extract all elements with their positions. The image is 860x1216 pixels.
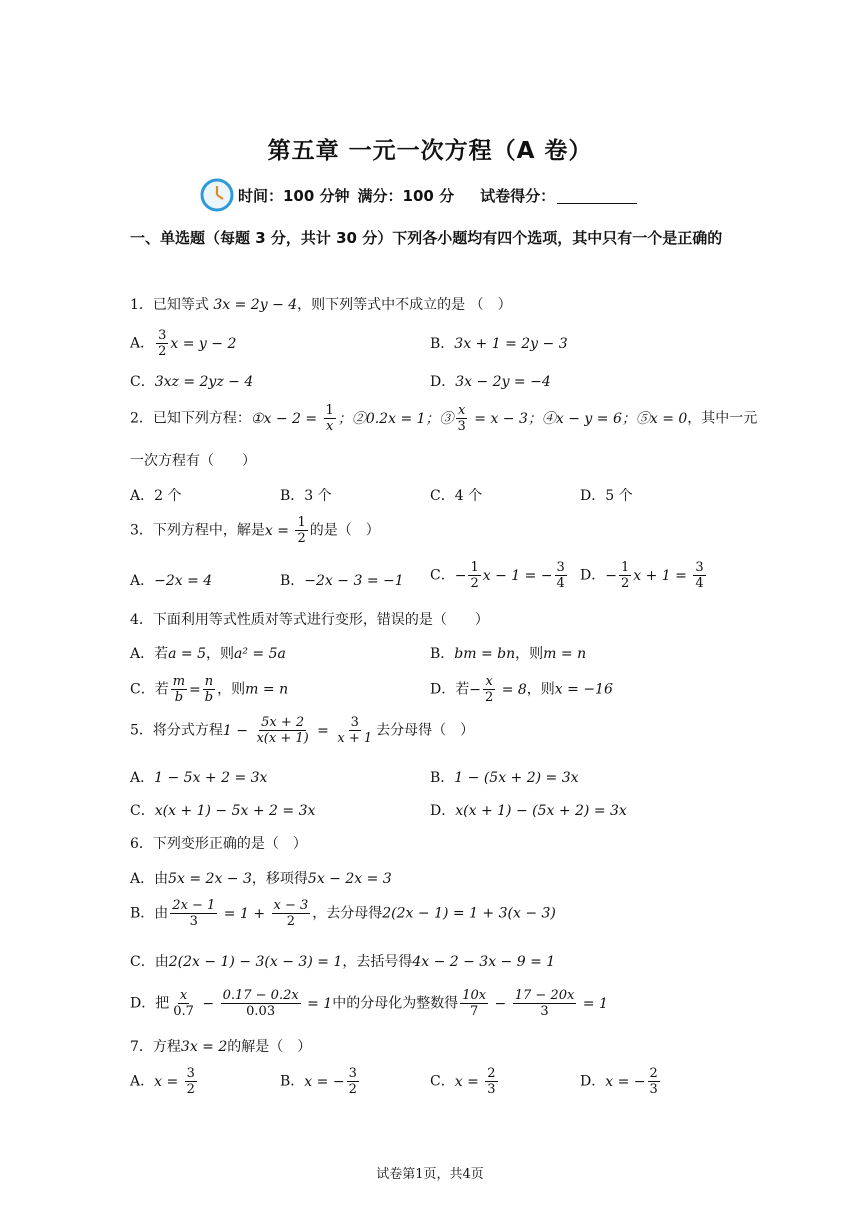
full-score: 满分：100 分 <box>357 186 455 205</box>
score-label: 试卷得分： <box>480 186 556 205</box>
q4-option-d[interactable]: D．若− $\frac{x}{2}$ = 8，则x = −16 <box>430 674 613 705</box>
time-limit: 时间：100 分钟 <box>238 186 350 205</box>
q7-option-d[interactable]: D．x = − $\frac{2}{3}$ <box>580 1066 658 1097</box>
question-4: 4．下面利用等式性质对等式进行变形，错误的是（ ） <box>130 612 489 628</box>
q6-option-b[interactable]: B．由 $\frac{2x - 1}{3}$ = 1 + $\frac{x - 3}{2}$ ，去分母得2(2x − 1) = 1 + 3(x − 3) <box>130 898 556 929</box>
q7-option-b[interactable]: B．x = − $\frac{3}{2}$ <box>280 1066 357 1097</box>
q6-option-a[interactable]: A．由5x = 2x − 3，移项得5x − 2x = 3 <box>130 871 392 887</box>
q4-option-a[interactable]: A．若a = 5，则a² = 5a <box>130 646 286 662</box>
q7-option-a[interactable]: A．x = $\frac{3}{2}$ <box>130 1066 195 1097</box>
q6-option-c[interactable]: C．由2(2x − 1) − 3(x − 3) = 1，去括号得4x − 2 − 3x − 9 = 1 <box>130 954 556 970</box>
clock-icon <box>200 178 234 212</box>
question-2: 2．已知下列方程：①x − 2 = $\frac{1}{x}$ ；②0.2x = 1；③ $\frac{x}{3}$ = x − 3；④x − y = 6；⑤x = 0，其中一元 <box>130 403 758 434</box>
q5-option-d[interactable]: D．x(x + 1) − (5x + 2) = 3x <box>430 803 627 819</box>
q5-option-a[interactable]: A．1 − 5x + 2 = 3x <box>130 770 268 786</box>
question-5: 5．将分式方程1 − $\frac{5x + 2}{x(x + 1)}$ = $\frac{3}{x + 1}$ 去分母得（ ） <box>130 715 475 746</box>
q1-option-c[interactable]: C．3xz = 2yz − 4 <box>130 374 254 390</box>
page-title: 第五章 一元一次方程（A 卷） <box>267 138 593 164</box>
q1-option-a[interactable]: A． $\frac{3}{2}$ x = y − 2 <box>130 328 237 359</box>
q3-option-c[interactable]: C．− $\frac{1}{2}$ x − 1 = − $\frac{3}{4}$ <box>430 560 565 591</box>
exam-meta <box>200 177 700 213</box>
question-3: 3．下列方程中，解是x = $\frac{1}{2}$ 的是（ ） <box>130 515 380 546</box>
q2-option-d[interactable]: D．5 个 <box>580 488 633 504</box>
question-1: 1．已知等式 3x = 2y − 4，则下列等式中不成立的是 （ ） <box>130 297 512 313</box>
page-footer: 试卷第1页，共4页 <box>376 1167 484 1182</box>
q3-option-d[interactable]: D．− $\frac{1}{2}$ x + 1 = $\frac{3}{4}$ <box>580 560 704 591</box>
score-blank[interactable] <box>557 187 637 204</box>
section-heading: 一、单选题（每题 3 分，共计 30 分）下列各小题均有四个选项，其中只有一个是正确的 <box>130 229 723 247</box>
q5-option-c[interactable]: C．x(x + 1) − 5x + 2 = 3x <box>130 803 316 819</box>
q7-option-c[interactable]: C．x = $\frac{2}{3}$ <box>430 1066 496 1097</box>
question-7: 7．方程3x = 2的解是（ ） <box>130 1039 312 1055</box>
q2-option-c[interactable]: C．4 个 <box>430 488 483 504</box>
q6-option-d[interactable]: D．把 $\frac{x}{0.7}$ − $\frac{0.17 - 0.2x}{0.03}$ = 1中的分母化为整数得 $\frac{10x}{7}$ − $\frac{17 - 20x}{3}$ = 1 <box>130 988 608 1019</box>
q2-option-a[interactable]: A．2 个 <box>130 488 182 504</box>
q4-option-c[interactable]: C．若 $\frac{m}{b}$ = $\frac{n}{b}$ ，则m = n <box>130 674 289 705</box>
q5-option-b[interactable]: B．1 − (5x + 2) = 3x <box>430 770 579 786</box>
q1-option-d[interactable]: D．3x − 2y = −4 <box>430 374 551 390</box>
q4-option-b[interactable]: B．bm = bn，则m = n <box>430 646 587 662</box>
q2-option-b[interactable]: B．3 个 <box>280 488 332 504</box>
q3-option-a[interactable]: A．−2x = 4 <box>130 573 213 589</box>
q3-option-b[interactable]: B．−2x − 3 = −1 <box>280 573 404 589</box>
question-6: 6．下列变形正确的是（ ） <box>130 836 307 852</box>
question-2-line2: 一次方程有（ ） <box>130 453 256 469</box>
q1-option-b[interactable]: B．3x + 1 = 2y − 3 <box>430 336 568 352</box>
